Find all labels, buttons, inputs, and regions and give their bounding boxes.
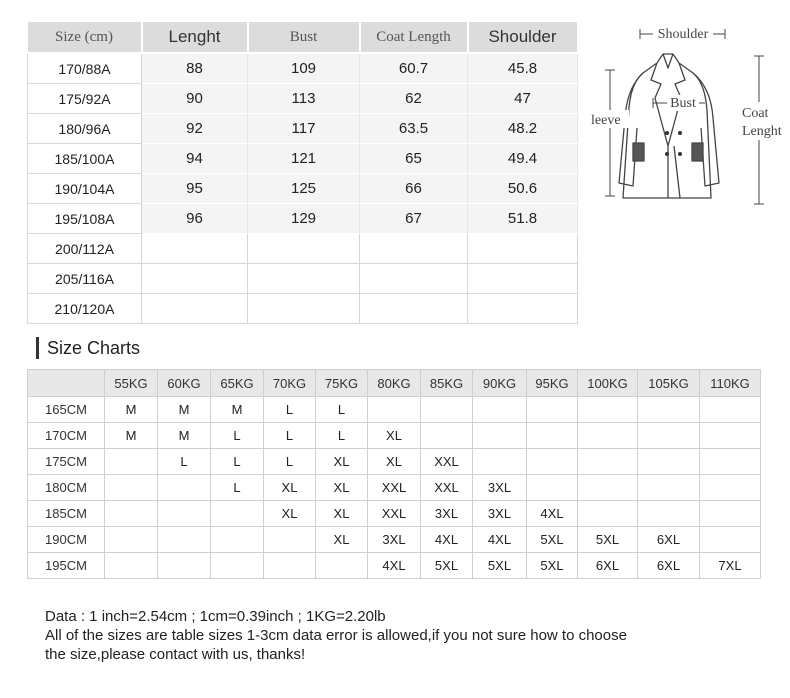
size-chart-cell (264, 553, 316, 579)
measurement-value-cell: 62 (360, 84, 468, 114)
size-chart-cell: 6XL (638, 553, 700, 579)
size-chart-cell: XL (316, 527, 368, 553)
measurement-column-header: Size (cm) (28, 22, 142, 53)
tolerance-note: All of the sizes are table sizes 1-3cm data error is allowed,if you not sure how to choose (45, 627, 627, 644)
height-row-header: 195CM (28, 553, 105, 579)
size-cell: 175/92A (28, 84, 142, 114)
measurement-value-cell (360, 264, 468, 294)
weight-column-header: 75KG (316, 370, 368, 397)
weight-column-header: 110KG (700, 370, 761, 397)
measurement-value-cell (142, 264, 248, 294)
measurement-header-row (28, 22, 578, 53)
size-chart-cell (105, 553, 158, 579)
size-notes (45, 607, 765, 664)
measurement-table (27, 22, 579, 324)
height-row-header: 175CM (28, 449, 105, 475)
size-chart-cell: XL (316, 501, 368, 527)
size-chart-cell (211, 501, 264, 527)
size-chart-cell (264, 527, 316, 553)
size-chart-cell: L (264, 449, 316, 475)
contact-note: the size,please contact with us, thanks! (45, 646, 306, 663)
size-chart-cell: 3XL (368, 527, 421, 553)
size-cell: 205/116A (28, 264, 142, 294)
size-chart-cell: XL (264, 501, 316, 527)
bust-label: Bust (670, 96, 696, 111)
size-chart-cell (638, 423, 700, 449)
measurement-value-cell (248, 294, 360, 324)
size-cell: 185/100A (28, 144, 142, 174)
size-chart-cell: XL (316, 449, 368, 475)
size-chart-cell: XL (368, 449, 421, 475)
weight-column-header: 100KG (578, 370, 638, 397)
size-charts-title: Size Charts (36, 337, 140, 359)
weight-column-header: 95KG (527, 370, 578, 397)
size-cell: 170/88A (28, 53, 142, 84)
size-chart-cell: XL (316, 475, 368, 501)
size-cell: 210/120A (28, 294, 142, 324)
size-chart-cell (473, 449, 527, 475)
height-row-header: 185CM (28, 501, 105, 527)
size-chart-cell: 5XL (421, 553, 473, 579)
size-chart-cell (527, 423, 578, 449)
size-chart-cell (638, 475, 700, 501)
measurement-value-cell (248, 264, 360, 294)
measurement-column-header: Bust (248, 22, 360, 53)
size-chart-cell (473, 397, 527, 423)
size-chart-cell (105, 475, 158, 501)
size-chart-cell: M (105, 397, 158, 423)
measurement-column-header: Coat Length (360, 22, 468, 53)
measurement-value-cell: 45.8 (468, 53, 578, 84)
size-chart-row (28, 449, 761, 475)
measurement-value-cell: 96 (142, 204, 248, 234)
measurement-value-cell: 90 (142, 84, 248, 114)
coat-length-label-line2: Lenght (742, 124, 782, 139)
measurement-row (28, 144, 578, 174)
size-chart-cell (578, 397, 638, 423)
measurement-value-cell: 129 (248, 204, 360, 234)
size-chart-header (28, 370, 761, 397)
size-cell: 200/112A (28, 234, 142, 264)
size-chart-cell (368, 397, 421, 423)
measurement-value-cell: 94 (142, 144, 248, 174)
size-chart-header-row (28, 370, 761, 397)
size-chart-row (28, 423, 761, 449)
size-chart-cell: M (158, 423, 211, 449)
size-chart-cell (527, 449, 578, 475)
measurement-value-cell: 125 (248, 174, 360, 204)
weight-column-header: 80KG (368, 370, 421, 397)
measurement-value-cell (248, 234, 360, 264)
weight-column-header: 70KG (264, 370, 316, 397)
size-chart-cell (700, 475, 761, 501)
size-chart-cell (211, 553, 264, 579)
measurement-row (28, 234, 578, 264)
size-chart-cell: XL (264, 475, 316, 501)
size-chart-cell: L (316, 423, 368, 449)
measurement-value-cell (142, 294, 248, 324)
size-chart-cell: XXL (368, 475, 421, 501)
size-chart-cell: L (158, 449, 211, 475)
weight-column-header: 90KG (473, 370, 527, 397)
size-chart-cell: XXL (421, 475, 473, 501)
measurement-row (28, 294, 578, 324)
weight-column-header: 105KG (638, 370, 700, 397)
size-chart-cell: L (264, 423, 316, 449)
height-row-header: 170CM (28, 423, 105, 449)
measurement-value-cell: 92 (142, 114, 248, 144)
size-chart-cell (578, 423, 638, 449)
size-chart-cell: 3XL (473, 475, 527, 501)
sleeve-measure-arrow (605, 70, 615, 196)
size-cell: 190/104A (28, 174, 142, 204)
size-chart-row (28, 397, 761, 423)
size-chart-cell: XXL (368, 501, 421, 527)
size-chart-cell (700, 449, 761, 475)
measurement-value-cell: 109 (248, 53, 360, 84)
size-chart-cell: 6XL (578, 553, 638, 579)
weight-column-header: 60KG (158, 370, 211, 397)
size-chart-cell: 6XL (638, 527, 700, 553)
size-chart-cell (421, 397, 473, 423)
measurement-value-cell: 47 (468, 84, 578, 114)
size-chart-cell: XXL (421, 449, 473, 475)
measurement-value-cell: 117 (248, 114, 360, 144)
weight-column-header: 85KG (421, 370, 473, 397)
measurement-value-cell: 121 (248, 144, 360, 174)
measurement-row (28, 84, 578, 114)
measurement-value-cell (142, 234, 248, 264)
measurement-value-cell: 48.2 (468, 114, 578, 144)
size-chart-cell (700, 423, 761, 449)
size-chart-cell (105, 501, 158, 527)
size-chart-table (27, 369, 761, 579)
measurement-row (28, 204, 578, 234)
measurement-value-cell: 50.6 (468, 174, 578, 204)
shoulder-label: Shoulder (657, 27, 709, 42)
measurement-value-cell: 88 (142, 53, 248, 84)
measurement-value-cell (468, 264, 578, 294)
size-chart-cell: M (158, 397, 211, 423)
size-chart-cell (421, 423, 473, 449)
size-chart-cell (316, 553, 368, 579)
measurement-row (28, 114, 578, 144)
size-chart-cell (578, 449, 638, 475)
measurement-value-cell (468, 294, 578, 324)
measurement-table-header (28, 22, 578, 53)
sleeve-label: leeve (591, 113, 621, 128)
measurement-value-cell (360, 234, 468, 264)
height-row-header: 165CM (28, 397, 105, 423)
size-chart-cell: 4XL (473, 527, 527, 553)
measurement-row (28, 174, 578, 204)
size-chart-row (28, 475, 761, 501)
size-chart-cell: M (105, 423, 158, 449)
measurement-value-cell: 67 (360, 204, 468, 234)
size-cell: 195/108A (28, 204, 142, 234)
measurement-column-header: Shoulder (468, 22, 578, 53)
size-chart-row (28, 501, 761, 527)
size-chart-cell: M (211, 397, 264, 423)
size-chart-cell: L (211, 449, 264, 475)
measurement-row (28, 264, 578, 294)
size-chart-cell: 3XL (473, 501, 527, 527)
measurement-value-cell: 60.7 (360, 53, 468, 84)
height-row-header: 190CM (28, 527, 105, 553)
size-chart-cell (473, 423, 527, 449)
size-chart-cell: 7XL (700, 553, 761, 579)
size-chart-cell: 5XL (527, 553, 578, 579)
measurement-value-cell: 51.8 (468, 204, 578, 234)
size-chart-cell: 5XL (473, 553, 527, 579)
measurement-value-cell: 66 (360, 174, 468, 204)
size-chart-cell (527, 475, 578, 501)
measurement-value-cell: 49.4 (468, 144, 578, 174)
measurement-value-cell (468, 234, 578, 264)
size-chart-cell: XL (368, 423, 421, 449)
size-chart-cell: 3XL (421, 501, 473, 527)
size-chart-corner-cell (28, 370, 105, 397)
size-chart-cell: L (316, 397, 368, 423)
weight-column-header: 65KG (211, 370, 264, 397)
size-chart-cell: 5XL (527, 527, 578, 553)
size-chart-cell: L (211, 423, 264, 449)
size-cell: 180/96A (28, 114, 142, 144)
size-chart-cell: 4XL (421, 527, 473, 553)
size-chart-cell (105, 449, 158, 475)
size-chart-cell (211, 527, 264, 553)
size-chart-cell (578, 501, 638, 527)
size-chart-cell (700, 397, 761, 423)
size-chart-cell (700, 527, 761, 553)
measurement-value-cell: 63.5 (360, 114, 468, 144)
measurement-value-cell (360, 294, 468, 324)
size-chart-cell: 4XL (368, 553, 421, 579)
measurement-value-cell: 65 (360, 144, 468, 174)
coat-diagram (585, 18, 790, 208)
measurement-column-header: Lenght (142, 22, 248, 53)
measurement-value-cell: 95 (142, 174, 248, 204)
size-chart-cell (158, 553, 211, 579)
conversion-note: Data : 1 inch=2.54cm ; 1cm=0.39inch ; 1KG=2.20lb (45, 608, 386, 625)
measurement-table-body (28, 53, 578, 324)
size-chart-cell (527, 397, 578, 423)
size-chart-cell (158, 501, 211, 527)
size-chart-cell: L (264, 397, 316, 423)
coat-icon (619, 54, 719, 198)
size-chart-row (28, 553, 761, 579)
size-chart-cell: 4XL (527, 501, 578, 527)
size-chart-cell (638, 397, 700, 423)
measurement-value-cell: 113 (248, 84, 360, 114)
size-chart-cell (638, 449, 700, 475)
measurement-row (28, 53, 578, 84)
size-chart-row (28, 527, 761, 553)
size-chart-cell (638, 501, 700, 527)
size-chart-cell (700, 501, 761, 527)
size-chart-cell (158, 475, 211, 501)
height-row-header: 180CM (28, 475, 105, 501)
coat-length-label-line1: Coat (742, 106, 769, 121)
size-chart-body (28, 397, 761, 579)
size-chart-cell: L (211, 475, 264, 501)
weight-column-header: 55KG (105, 370, 158, 397)
size-chart-cell: 5XL (578, 527, 638, 553)
size-chart-cell (578, 475, 638, 501)
size-chart-cell (105, 527, 158, 553)
size-chart-cell (158, 527, 211, 553)
